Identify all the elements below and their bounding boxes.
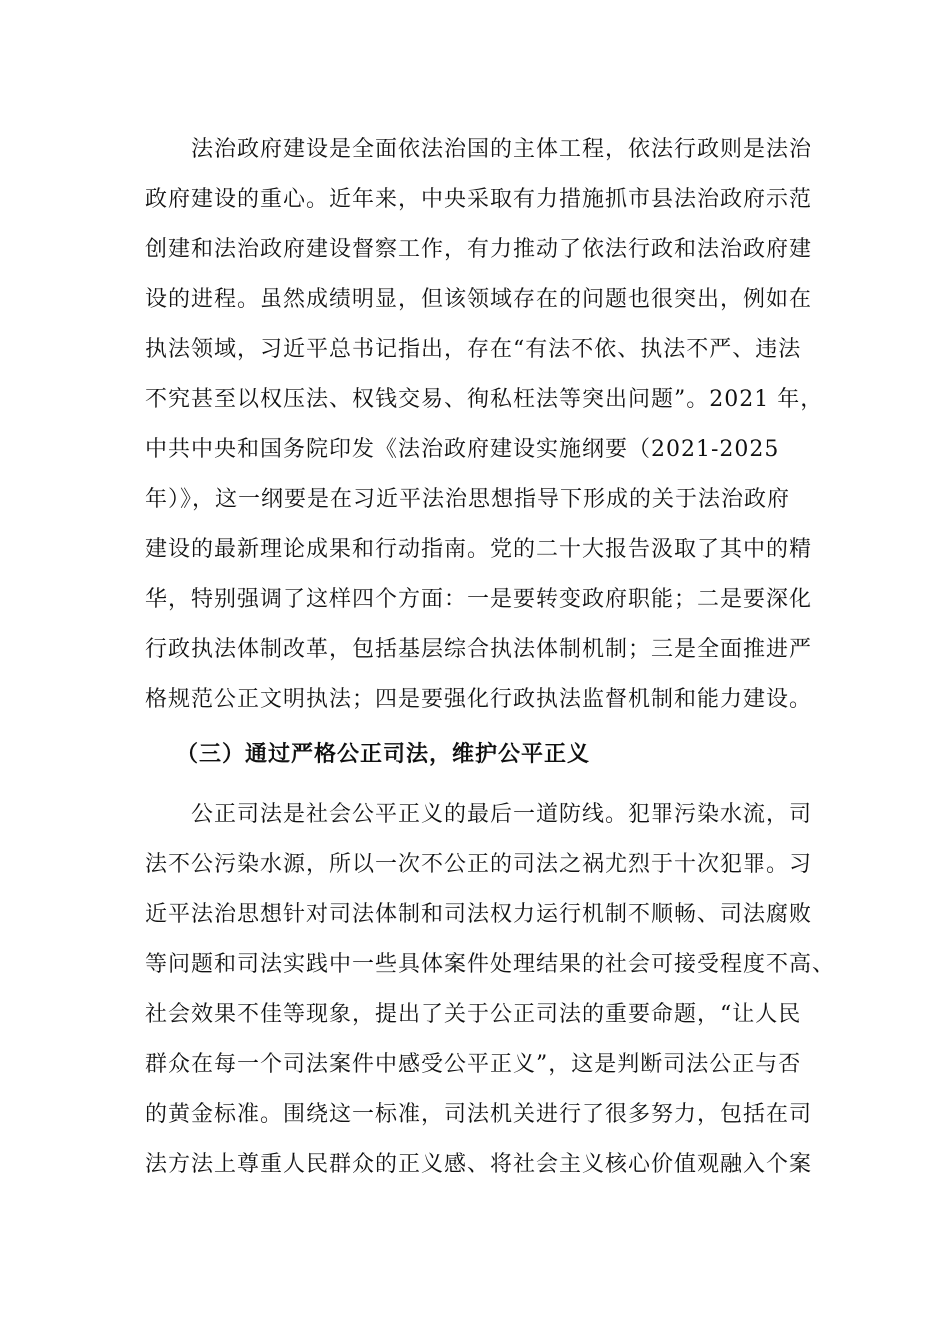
paragraph-line: 政府建设的重心。近年来，中央采取有力措施抓市县法治政府示范 <box>145 187 813 212</box>
paragraph-line: 的黄金标准。围绕这一标准，司法机关进行了很多努力，包括在司 <box>145 1102 813 1127</box>
paragraph-line: 公正司法是社会公平正义的最后一道防线。犯罪污染水流，司 <box>191 802 813 827</box>
paragraph-line: 格规范公正文明执法；四是要强化行政执法监督机制和能力建设。 <box>145 687 813 712</box>
paragraph-line: 法治政府建设是全面依法治国的主体工程，依法行政则是法治 <box>191 137 813 162</box>
paragraph-line: 行政执法体制改革，包括基层综合执法体制机制；三是全面推进严 <box>145 637 813 662</box>
paragraph-line: 法不公污染水源，所以一次不公正的司法之祸尤烈于十次犯罪。习 <box>145 852 813 877</box>
paragraph-line: 不究甚至以权压法、权钱交易、徇私枉法等突出问题”。2021 年， <box>145 387 824 412</box>
paragraph-line: 等问题和司法实践中一些具体案件处理结果的社会可接受程度不高、 <box>145 952 836 977</box>
paragraph-line: 中共中央和国务院印发《法治政府建设实施纲要（2021-2025 <box>145 437 780 462</box>
paragraph-line: 群众在每一个司法案件中感受公平正义”，这是判断司法公正与否 <box>145 1052 802 1077</box>
paragraph-line: 社会效果不佳等现象，提出了关于公正司法的重要命题，“让人民 <box>145 1002 802 1027</box>
paragraph-line: 建设的最新理论成果和行动指南。党的二十大报告汲取了其中的精 <box>145 537 813 562</box>
paragraph-line: 年）》，这一纲要是在习近平法治思想指导下形成的关于法治政府 <box>145 487 791 512</box>
section-heading: （三）通过严格公正司法，维护公平正义 <box>176 742 591 767</box>
paragraph-line: 设的进程。虽然成绩明显，但该领域存在的问题也很突出，例如在 <box>145 287 813 312</box>
paragraph-line: 法方法上尊重人民群众的正义感、将社会主义核心价值观融入个案 <box>145 1152 813 1177</box>
paragraph-line: 创建和法治政府建设督察工作，有力推动了依法行政和法治政府建 <box>145 237 813 262</box>
paragraph-line: 华，特别强调了这样四个方面：一是要转变政府职能；二是要深化 <box>145 587 813 612</box>
paragraph-line: 执法领域，习近平总书记指出，存在“有法不依、执法不严、违法 <box>145 337 802 362</box>
paragraph-line: 近平法治思想针对司法体制和司法权力运行机制不顺畅、司法腐败 <box>145 902 813 927</box>
